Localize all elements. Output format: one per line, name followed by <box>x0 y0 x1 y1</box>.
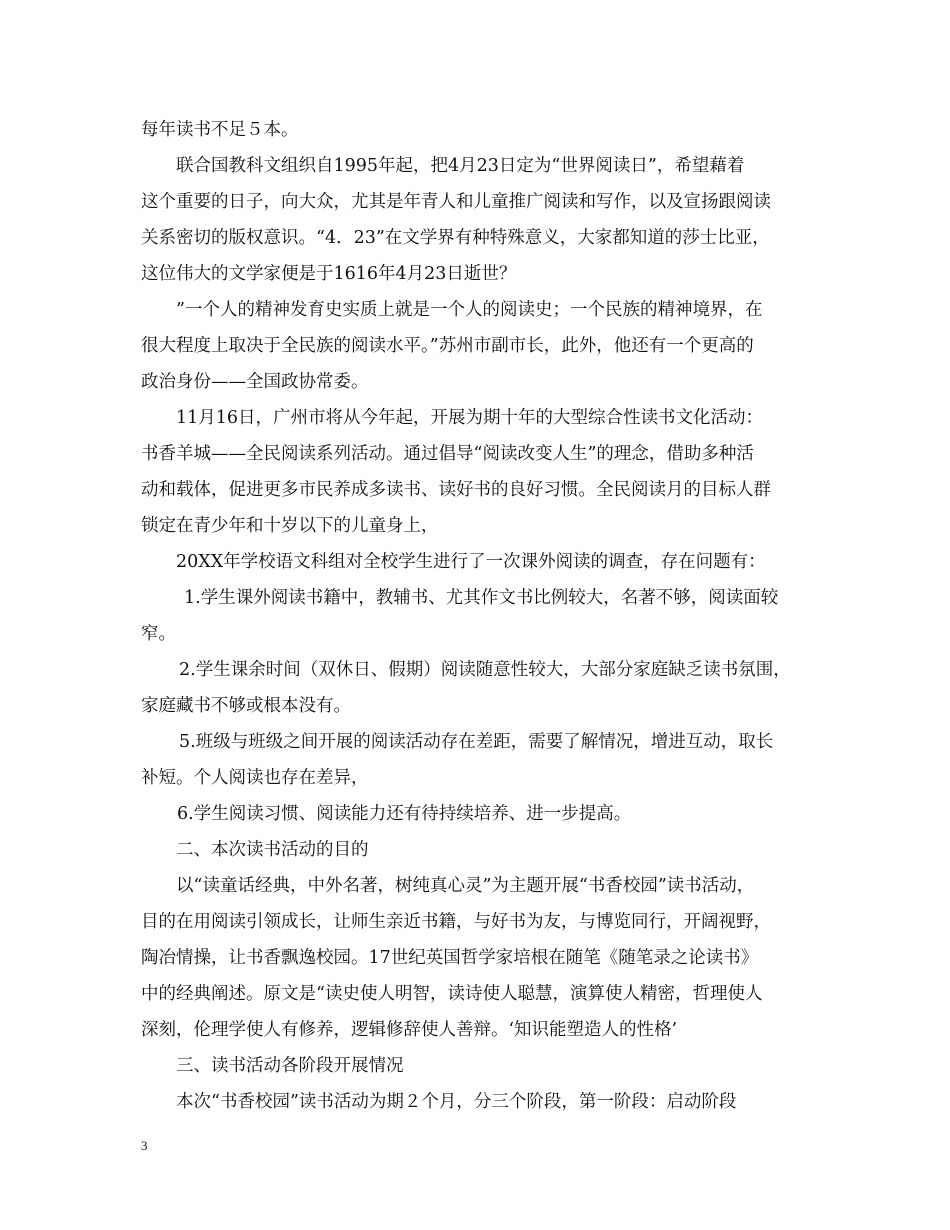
text-line: 政治身份——全国政协常委。 <box>141 372 369 392</box>
text-line: 这位伟大的文学家便是于1616年4月23日逝世？ <box>141 264 517 284</box>
text-line: 11月16日，广州市将从今年起，开展为期十年的大型综合性读书文化活动： <box>176 408 764 428</box>
text-line: 目的在用阅读引领成长，让师生亲近书籍，与好书为友，与博览同行，开阔视野， <box>141 912 771 932</box>
text-line: 很大程度上取决于全民族的阅读水平。”苏州市副市长，此外，他还有一个更高的 <box>141 336 754 356</box>
text-line: 以“读童话经典，中外名著，树纯真心灵”为主题开展“书香校园”读书活动， <box>176 876 755 896</box>
text-line: 20XX年学校语文科组对全校学生进行了一次课外阅读的调查，存在问题有： <box>176 552 766 572</box>
text-line: 中的经典阐述。原文是“读史使人明智，读诗使人聪慧，演算使人精密，哲理使人 <box>141 984 763 1004</box>
text-line: 家庭藏书不够或根本没有。 <box>141 696 351 716</box>
text-line: 这个重要的日子，向大众，尤其是年青人和儿童推广阅读和写作，以及宣扬跟阅读 <box>141 192 771 212</box>
text-line: 书香羊城——全民阅读系列活动。通过倡导“阅读改变人生”的理念，借助多种活 <box>141 444 754 464</box>
text-line: 窄。 <box>141 624 176 644</box>
text-line: ”一个人的精神发育史实质上就是一个人的阅读史；一个民族的精神境界，在 <box>176 300 763 320</box>
text-line: 1.学生课外阅读书籍中，教辅书、尤其作文书比例较大，名著不够，阅读面较 <box>184 588 779 608</box>
text-line: 每年读书不足５本。 <box>141 120 299 140</box>
page-number: 3 <box>141 1138 148 1153</box>
text-line: 补短。个人阅读也存在差异， <box>141 768 369 788</box>
text-line: 联合国教科文组织自1995年起，把4月23日定为“世界阅读日”，希望藉着 <box>176 156 745 176</box>
section-heading: 二、本次读书活动的目的 <box>176 840 369 860</box>
text-line: 动和载体，促进更多市民养成多读书、读好书的良好习惯。全民阅读月的目标人群 <box>141 480 771 500</box>
text-line: 锁定在青少年和十岁以下的儿童身上， <box>141 516 439 536</box>
text-line: 陶冶情操，让书香飘逸校园。17世纪英国哲学家培根在随笔《随笔录之论读书》 <box>141 948 759 968</box>
text-line: 关系密切的版权意识。“4．23”在文学界有种特殊意义，大家都知道的莎士比亚， <box>141 228 770 248</box>
text-line: 2.学生课余时间（双休日、假期）阅读随意性较大，大部分家庭缺乏读书氛围， <box>179 660 791 680</box>
text-line: 6.学生阅读习惯、阅读能力还有待持续培养、进一步提高。 <box>177 804 632 824</box>
section-heading: 三、读书活动各阶段开展情况 <box>176 1056 404 1076</box>
text-line: 本次“书香校园”读书活动为期２个月，分三个阶段，第一阶段：启动阶段 <box>176 1092 737 1112</box>
text-line: 深刻，伦理学使人有修养，逻辑修辞使人善辩。‘知识能塑造人的性格’ <box>141 1020 678 1040</box>
text-line: 5.班级与班级之间开展的阅读活动存在差距，需要了解情况，增进互动，取长 <box>179 732 774 752</box>
